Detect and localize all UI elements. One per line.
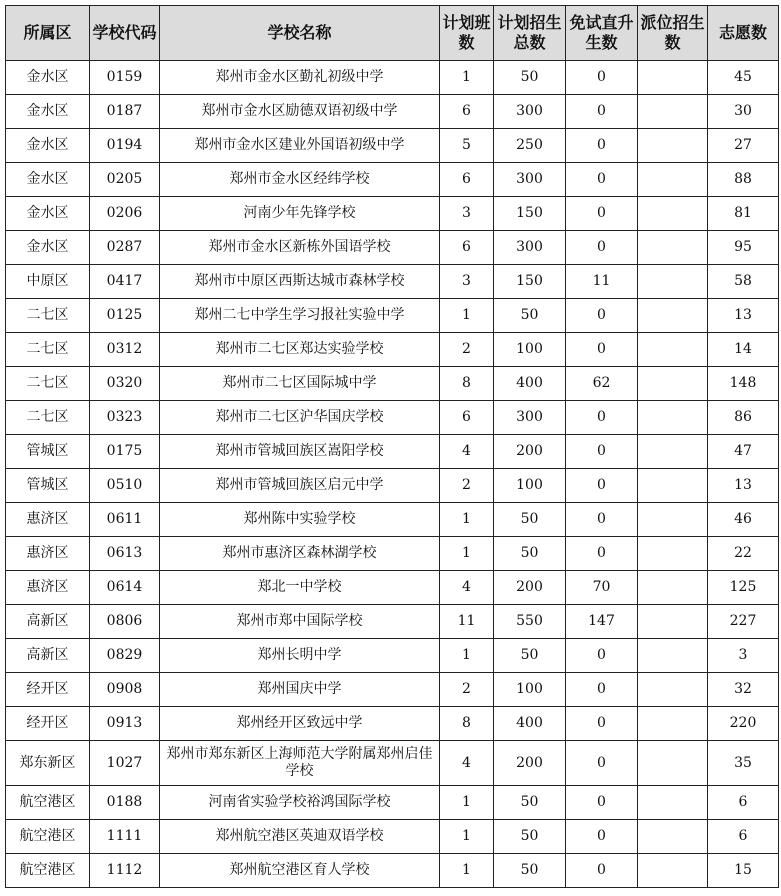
cell-school-code: 0510 xyxy=(90,469,160,503)
table-row xyxy=(6,163,779,197)
cell-applications: 88 xyxy=(708,163,779,197)
cell-school-name: 郑州市金水区新栋外国语学校 xyxy=(160,231,440,265)
cell-applications: 27 xyxy=(708,129,779,163)
cell-planned-classes: 4 xyxy=(440,435,494,469)
cell-school-name: 郑州航空港区育人学校 xyxy=(160,854,440,888)
cell-assigned-enrollment xyxy=(638,673,708,707)
cell-school-name: 郑州市金水区勤礼初级中学 xyxy=(160,61,440,95)
header-exam-free-promotion: 免试直升生数 xyxy=(566,6,638,61)
cell-school-code: 0206 xyxy=(90,197,160,231)
cell-planned-enrollment: 100 xyxy=(494,333,566,367)
cell-applications: 3 xyxy=(708,639,779,673)
cell-planned-enrollment: 300 xyxy=(494,163,566,197)
cell-district: 二七区 xyxy=(6,367,90,401)
cell-planned-classes: 1 xyxy=(440,61,494,95)
cell-planned-enrollment: 150 xyxy=(494,265,566,299)
table-row xyxy=(6,61,779,95)
table-body xyxy=(6,61,779,888)
table-row xyxy=(6,639,779,673)
cell-applications: 14 xyxy=(708,333,779,367)
cell-exam-free-promotion: 0 xyxy=(566,786,638,820)
cell-assigned-enrollment xyxy=(638,639,708,673)
cell-district: 二七区 xyxy=(6,333,90,367)
cell-applications: 15 xyxy=(708,854,779,888)
cell-district: 管城区 xyxy=(6,469,90,503)
cell-exam-free-promotion: 0 xyxy=(566,231,638,265)
cell-exam-free-promotion: 0 xyxy=(566,197,638,231)
cell-school-name: 郑州经开区致远中学 xyxy=(160,707,440,741)
cell-planned-classes: 4 xyxy=(440,571,494,605)
cell-exam-free-promotion: 0 xyxy=(566,299,638,333)
cell-school-name: 郑州市管城回族区启元中学 xyxy=(160,469,440,503)
cell-applications: 47 xyxy=(708,435,779,469)
cell-school-name: 河南少年先锋学校 xyxy=(160,197,440,231)
cell-district: 航空港区 xyxy=(6,820,90,854)
cell-school-name: 郑州市金水区经纬学校 xyxy=(160,163,440,197)
cell-applications: 13 xyxy=(708,299,779,333)
cell-assigned-enrollment xyxy=(638,129,708,163)
cell-planned-classes: 1 xyxy=(440,786,494,820)
cell-planned-classes: 2 xyxy=(440,469,494,503)
cell-planned-classes: 8 xyxy=(440,367,494,401)
cell-planned-classes: 6 xyxy=(440,231,494,265)
cell-school-code: 0125 xyxy=(90,299,160,333)
table-row xyxy=(6,435,779,469)
cell-planned-classes: 1 xyxy=(440,820,494,854)
cell-district: 惠济区 xyxy=(6,537,90,571)
cell-planned-classes: 6 xyxy=(440,401,494,435)
cell-planned-enrollment: 100 xyxy=(494,469,566,503)
cell-district: 金水区 xyxy=(6,61,90,95)
header-school-code: 学校代码 xyxy=(90,6,160,61)
cell-planned-enrollment: 400 xyxy=(494,367,566,401)
table-row xyxy=(6,197,779,231)
table-row xyxy=(6,741,779,786)
cell-school-code: 0614 xyxy=(90,571,160,605)
table-row xyxy=(6,129,779,163)
cell-planned-enrollment: 250 xyxy=(494,129,566,163)
cell-school-code: 0613 xyxy=(90,537,160,571)
table-row xyxy=(6,820,779,854)
cell-school-code: 0417 xyxy=(90,265,160,299)
cell-planned-classes: 1 xyxy=(440,503,494,537)
cell-exam-free-promotion: 0 xyxy=(566,469,638,503)
header-assigned-enrollment: 派位招生数 xyxy=(638,6,708,61)
table-row xyxy=(6,333,779,367)
header-planned-enrollment: 计划招生总数 xyxy=(494,6,566,61)
cell-school-code: 0175 xyxy=(90,435,160,469)
header-applications: 志愿数 xyxy=(708,6,779,61)
cell-planned-enrollment: 400 xyxy=(494,707,566,741)
cell-district: 郑东新区 xyxy=(6,741,90,786)
cell-school-name: 郑州市二七区沪华国庆学校 xyxy=(160,401,440,435)
table-row xyxy=(6,299,779,333)
cell-school-name: 郑州二七中学生学习报社实验中学 xyxy=(160,299,440,333)
cell-applications: 58 xyxy=(708,265,779,299)
cell-planned-classes: 6 xyxy=(440,95,494,129)
cell-school-name: 郑州市二七区郑达实验学校 xyxy=(160,333,440,367)
cell-planned-classes: 1 xyxy=(440,299,494,333)
cell-school-code: 0205 xyxy=(90,163,160,197)
cell-exam-free-promotion: 0 xyxy=(566,820,638,854)
cell-applications: 46 xyxy=(708,503,779,537)
cell-school-name: 郑州市郑东新区上海师范大学附属郑州启佳学校 xyxy=(160,741,440,786)
cell-assigned-enrollment xyxy=(638,605,708,639)
cell-district: 经开区 xyxy=(6,673,90,707)
cell-applications: 13 xyxy=(708,469,779,503)
cell-district: 惠济区 xyxy=(6,503,90,537)
cell-district: 惠济区 xyxy=(6,571,90,605)
cell-school-name: 郑州市二七区国际城中学 xyxy=(160,367,440,401)
cell-planned-enrollment: 200 xyxy=(494,435,566,469)
cell-exam-free-promotion: 0 xyxy=(566,401,638,435)
cell-planned-enrollment: 50 xyxy=(494,786,566,820)
cell-planned-classes: 2 xyxy=(440,333,494,367)
cell-assigned-enrollment xyxy=(638,163,708,197)
cell-applications: 86 xyxy=(708,401,779,435)
cell-planned-enrollment: 50 xyxy=(494,639,566,673)
cell-school-name: 郑州市金水区建业外国语初级中学 xyxy=(160,129,440,163)
table-row xyxy=(6,605,779,639)
cell-district: 二七区 xyxy=(6,299,90,333)
cell-school-name: 郑州市中原区西斯达城市森林学校 xyxy=(160,265,440,299)
cell-assigned-enrollment xyxy=(638,537,708,571)
cell-exam-free-promotion: 0 xyxy=(566,673,638,707)
cell-assigned-enrollment xyxy=(638,707,708,741)
table-row xyxy=(6,469,779,503)
cell-planned-classes: 11 xyxy=(440,605,494,639)
cell-exam-free-promotion: 0 xyxy=(566,741,638,786)
school-enrollment-table xyxy=(5,5,779,888)
cell-school-name: 郑州航空港区英迪双语学校 xyxy=(160,820,440,854)
cell-district: 航空港区 xyxy=(6,786,90,820)
cell-planned-enrollment: 300 xyxy=(494,95,566,129)
cell-school-name: 河南省实验学校裕鸿国际学校 xyxy=(160,786,440,820)
cell-school-code: 0312 xyxy=(90,333,160,367)
cell-district: 金水区 xyxy=(6,197,90,231)
cell-school-code: 0908 xyxy=(90,673,160,707)
cell-exam-free-promotion: 0 xyxy=(566,95,638,129)
cell-applications: 95 xyxy=(708,231,779,265)
cell-applications: 125 xyxy=(708,571,779,605)
cell-assigned-enrollment xyxy=(638,741,708,786)
table-row xyxy=(6,265,779,299)
cell-applications: 6 xyxy=(708,820,779,854)
header-row xyxy=(6,6,779,61)
table-row xyxy=(6,537,779,571)
cell-district: 金水区 xyxy=(6,95,90,129)
cell-assigned-enrollment xyxy=(638,435,708,469)
cell-assigned-enrollment xyxy=(638,95,708,129)
cell-district: 高新区 xyxy=(6,639,90,673)
cell-district: 航空港区 xyxy=(6,854,90,888)
table-row xyxy=(6,707,779,741)
cell-school-code: 0187 xyxy=(90,95,160,129)
cell-exam-free-promotion: 0 xyxy=(566,707,638,741)
cell-applications: 6 xyxy=(708,786,779,820)
cell-applications: 81 xyxy=(708,197,779,231)
cell-school-name: 郑州市郑中国际学校 xyxy=(160,605,440,639)
cell-planned-classes: 1 xyxy=(440,537,494,571)
table-row xyxy=(6,786,779,820)
cell-exam-free-promotion: 0 xyxy=(566,854,638,888)
cell-planned-enrollment: 300 xyxy=(494,401,566,435)
cell-applications: 227 xyxy=(708,605,779,639)
cell-assigned-enrollment xyxy=(638,854,708,888)
cell-school-code: 0323 xyxy=(90,401,160,435)
table-row xyxy=(6,854,779,888)
cell-assigned-enrollment xyxy=(638,503,708,537)
cell-exam-free-promotion: 62 xyxy=(566,367,638,401)
cell-planned-enrollment: 200 xyxy=(494,741,566,786)
cell-planned-classes: 4 xyxy=(440,741,494,786)
cell-exam-free-promotion: 0 xyxy=(566,435,638,469)
cell-planned-enrollment: 50 xyxy=(494,854,566,888)
cell-planned-classes: 8 xyxy=(440,707,494,741)
cell-planned-enrollment: 50 xyxy=(494,299,566,333)
cell-planned-classes: 1 xyxy=(440,639,494,673)
cell-exam-free-promotion: 0 xyxy=(566,503,638,537)
cell-planned-enrollment: 50 xyxy=(494,61,566,95)
table-row xyxy=(6,571,779,605)
cell-school-code: 0829 xyxy=(90,639,160,673)
cell-exam-free-promotion: 147 xyxy=(566,605,638,639)
cell-district: 金水区 xyxy=(6,231,90,265)
cell-exam-free-promotion: 0 xyxy=(566,129,638,163)
cell-planned-enrollment: 100 xyxy=(494,673,566,707)
cell-school-code: 0287 xyxy=(90,231,160,265)
cell-exam-free-promotion: 0 xyxy=(566,163,638,197)
cell-assigned-enrollment xyxy=(638,61,708,95)
cell-applications: 45 xyxy=(708,61,779,95)
cell-assigned-enrollment xyxy=(638,299,708,333)
cell-planned-enrollment: 150 xyxy=(494,197,566,231)
cell-school-name: 郑州陈中实验学校 xyxy=(160,503,440,537)
table-row xyxy=(6,367,779,401)
cell-applications: 220 xyxy=(708,707,779,741)
cell-planned-enrollment: 300 xyxy=(494,231,566,265)
cell-school-name: 郑州国庆中学 xyxy=(160,673,440,707)
table-row xyxy=(6,503,779,537)
cell-assigned-enrollment xyxy=(638,469,708,503)
cell-district: 管城区 xyxy=(6,435,90,469)
cell-exam-free-promotion: 0 xyxy=(566,61,638,95)
cell-assigned-enrollment xyxy=(638,333,708,367)
cell-exam-free-promotion: 70 xyxy=(566,571,638,605)
header-district: 所属区 xyxy=(6,6,90,61)
cell-school-name: 郑北一中学校 xyxy=(160,571,440,605)
cell-applications: 30 xyxy=(708,95,779,129)
cell-exam-free-promotion: 0 xyxy=(566,333,638,367)
cell-school-code: 1027 xyxy=(90,741,160,786)
cell-school-code: 0159 xyxy=(90,61,160,95)
cell-school-code: 0913 xyxy=(90,707,160,741)
cell-planned-classes: 3 xyxy=(440,197,494,231)
cell-assigned-enrollment xyxy=(638,571,708,605)
cell-school-code: 0320 xyxy=(90,367,160,401)
table-row xyxy=(6,231,779,265)
cell-planned-classes: 1 xyxy=(440,854,494,888)
cell-school-code: 0194 xyxy=(90,129,160,163)
cell-school-code: 0188 xyxy=(90,786,160,820)
table-row xyxy=(6,673,779,707)
cell-planned-enrollment: 200 xyxy=(494,571,566,605)
cell-district: 中原区 xyxy=(6,265,90,299)
cell-assigned-enrollment xyxy=(638,786,708,820)
cell-school-name: 郑州市惠济区森林湖学校 xyxy=(160,537,440,571)
cell-planned-classes: 6 xyxy=(440,163,494,197)
cell-planned-classes: 3 xyxy=(440,265,494,299)
cell-assigned-enrollment xyxy=(638,401,708,435)
cell-district: 二七区 xyxy=(6,401,90,435)
cell-planned-enrollment: 50 xyxy=(494,820,566,854)
cell-school-name: 郑州长明中学 xyxy=(160,639,440,673)
cell-district: 高新区 xyxy=(6,605,90,639)
cell-school-code: 1111 xyxy=(90,820,160,854)
cell-planned-enrollment: 550 xyxy=(494,605,566,639)
cell-exam-free-promotion: 11 xyxy=(566,265,638,299)
cell-planned-classes: 5 xyxy=(440,129,494,163)
cell-district: 金水区 xyxy=(6,163,90,197)
cell-exam-free-promotion: 0 xyxy=(566,537,638,571)
cell-assigned-enrollment xyxy=(638,231,708,265)
cell-assigned-enrollment xyxy=(638,265,708,299)
cell-applications: 35 xyxy=(708,741,779,786)
cell-assigned-enrollment xyxy=(638,197,708,231)
cell-applications: 22 xyxy=(708,537,779,571)
cell-assigned-enrollment xyxy=(638,367,708,401)
cell-school-code: 1112 xyxy=(90,854,160,888)
cell-school-name: 郑州市管城回族区嵩阳学校 xyxy=(160,435,440,469)
cell-school-code: 0611 xyxy=(90,503,160,537)
cell-school-name: 郑州市金水区励德双语初级中学 xyxy=(160,95,440,129)
header-planned-classes: 计划班数 xyxy=(440,6,494,61)
cell-school-code: 0806 xyxy=(90,605,160,639)
cell-planned-enrollment: 50 xyxy=(494,537,566,571)
table-row xyxy=(6,401,779,435)
table-row xyxy=(6,95,779,129)
cell-exam-free-promotion: 0 xyxy=(566,639,638,673)
cell-planned-classes: 2 xyxy=(440,673,494,707)
cell-planned-enrollment: 50 xyxy=(494,503,566,537)
cell-applications: 148 xyxy=(708,367,779,401)
header-school-name: 学校名称 xyxy=(160,6,440,61)
cell-assigned-enrollment xyxy=(638,820,708,854)
cell-district: 经开区 xyxy=(6,707,90,741)
cell-applications: 32 xyxy=(708,673,779,707)
cell-district: 金水区 xyxy=(6,129,90,163)
